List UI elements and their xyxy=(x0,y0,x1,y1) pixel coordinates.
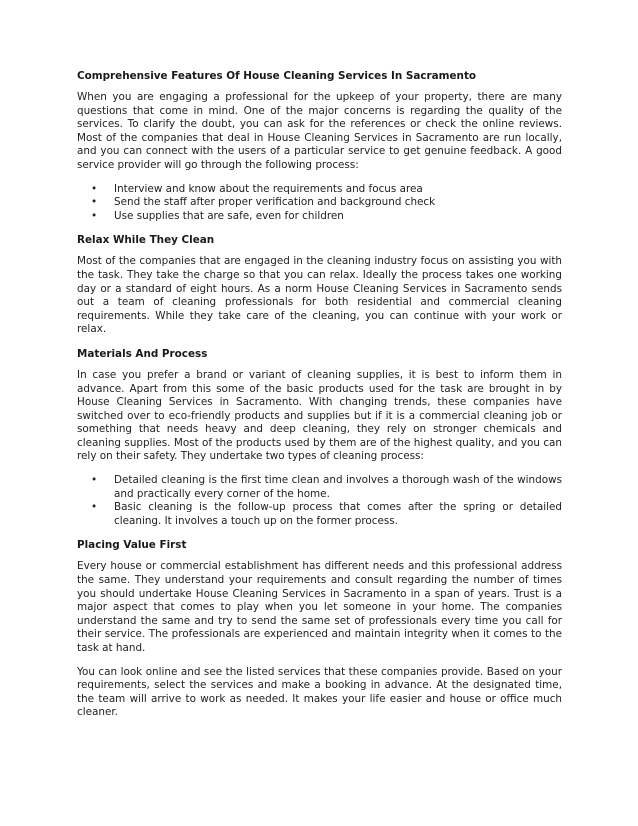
list-item xyxy=(77,183,562,197)
list-item-text: Interview and know about the requirements and focus area xyxy=(114,182,423,195)
section-heading: Materials And Process xyxy=(77,347,208,360)
section-paragraph: When you are engaging a professional for the upkeep of your property, there are many questions that come in mind. One of the major concerns is regarding the quality of the services. To clarify the doubt, you can ask for the references or check the online reviews. Most of the companies that deal in House Cleaning Services in Sacramento are run locally, and you can connect with the users of a particular service to get genuine feedback. A good service provider will go through the following process: xyxy=(77,91,562,171)
section-paragraph: Every house or commercial establishment has different needs and this professional address the same. They understand your requirements and consult regarding the number of times you should undertake House Cleaning Services in Sacramento in a span of years. Trust is a major aspect that comes to play when you let someone in your home. The companies understand the same and try to send the same set of professionals every time you call for their service. The professionals are experienced and maintain integrity when it comes to the task at hand. xyxy=(77,560,562,654)
section-paragraph: Most of the companies that are engaged in the cleaning industry focus on assisting you with the task. They take the charge so that you can relax. Ideally the process takes one working day or a standard of eight hours. As a norm House Cleaning Services in Sacramento sends out a team of cleaning professionals for both residential and commercial cleaning requirements. While they take care of the cleaning, you can continue with your work or relax. xyxy=(77,255,562,336)
bullet-icon: • xyxy=(91,474,98,487)
section-heading: Comprehensive Features Of House Cleaning Services In Sacramento xyxy=(77,70,477,82)
bullet-list xyxy=(77,474,562,528)
list-item xyxy=(77,474,562,501)
bullet-list xyxy=(77,183,562,224)
list-item xyxy=(77,196,562,210)
section-placing-value-first xyxy=(77,538,562,720)
section-heading: Relax While They Clean xyxy=(77,234,215,247)
list-item-text: Basic cleaning is the follow-up process that comes after the spring or detailed cleaning. It involves a touch up on the former process. xyxy=(114,501,562,527)
bullet-icon: • xyxy=(91,209,98,222)
section-paragraph: You can look online and see the listed services that these companies provide. Based on your requirements, select the services and make a booking in advance. At the designated time, the team will arrive to work as needed. It makes your life easier and house or office much cleaner. xyxy=(77,665,562,719)
list-item xyxy=(77,210,562,224)
section-paragraph: In case you prefer a brand or variant of cleaning supplies, it is best to inform them in advance. Apart from this some of the basic products used for the task are brought in by House Cleaning Services in Sacramento. With changing trends, these companies have switched over to eco-friendly products and supplies but if it is a commercial cleaning job or something that needs heavy and deep cleaning, they rely on stronger chemicals and cleaning supplies. Most of the products used by them are of the highest quality, and you can rely on their safety. They undertake two types of cleaning process: xyxy=(77,368,562,463)
list-item-text: Send the staff after proper verification and background check xyxy=(114,196,436,209)
list-item-text: Detailed cleaning is the first time clean and involves a thorough wash of the windows and practically every corner of the home. xyxy=(114,474,562,500)
bullet-icon: • xyxy=(91,182,98,195)
list-item-text: Use supplies that are safe, even for children xyxy=(114,209,344,222)
bullet-icon: • xyxy=(91,196,98,209)
section-comprehensive-features xyxy=(77,69,562,223)
list-item xyxy=(77,501,562,528)
bullet-icon: • xyxy=(91,501,98,514)
section-relax-while-they-clean xyxy=(77,233,562,337)
section-materials-and-process xyxy=(77,347,562,529)
section-heading: Placing Value First xyxy=(77,539,187,552)
